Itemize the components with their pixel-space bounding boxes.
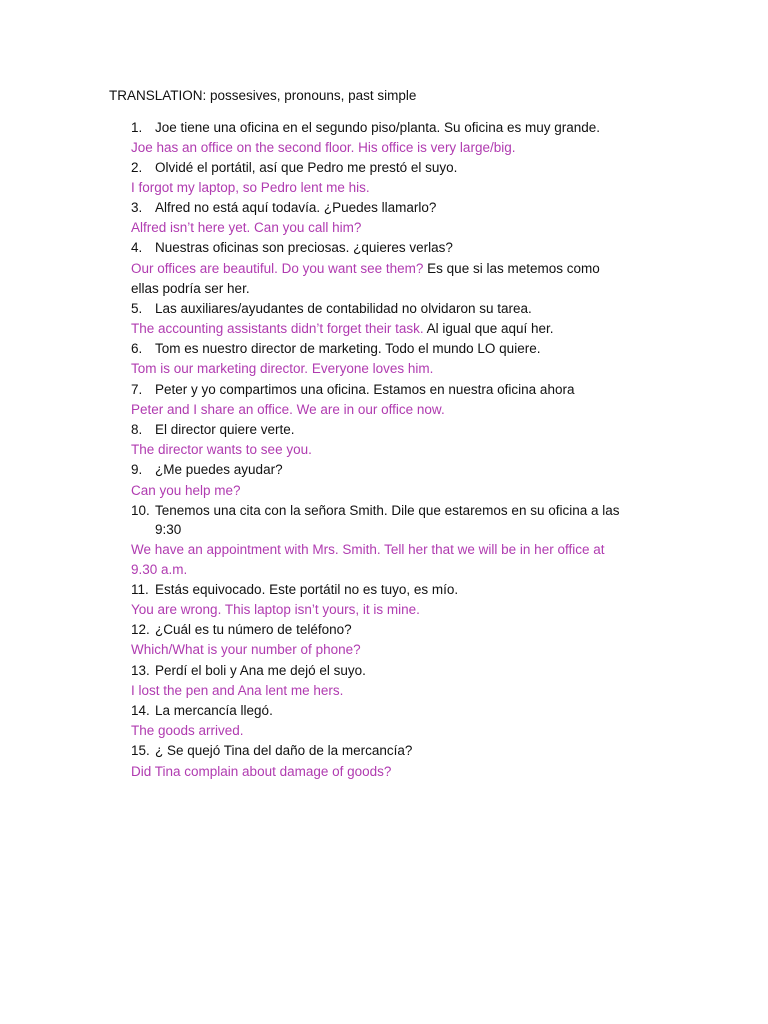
question-number: 7. — [131, 382, 143, 397]
question-text: Tom es nuestro director de marketing. Todo el mundo LO quiere. — [155, 341, 541, 356]
answer-4 — [131, 261, 748, 277]
question-3 — [131, 200, 748, 216]
question-text: Las auxiliares/ayudantes de contabilidad no olvidaron su tarea. — [155, 301, 532, 316]
question-12 — [131, 622, 748, 638]
answer-text: Our offices are beautiful. Do you want see them? — [131, 261, 424, 276]
answer-4-note-continued: ellas podría ser her. — [131, 281, 250, 296]
answer-10: We have an appointment with Mrs. Smith. Tell her that we will be in her office at — [131, 542, 605, 557]
question-14 — [131, 703, 748, 719]
answer-13: I lost the pen and Ana lent me hers. — [131, 683, 344, 698]
question-6 — [131, 341, 748, 357]
question-number: 3. — [131, 200, 143, 215]
question-text: Alfred no está aquí todavía. ¿Puedes llamarlo? — [155, 200, 437, 215]
question-number: 11. — [131, 582, 149, 597]
answer-11: You are wrong. This laptop isn’t yours, it is mine. — [131, 602, 420, 617]
answer-note: Al igual que aquí her. — [423, 321, 554, 336]
question-7 — [131, 382, 748, 398]
answer-10-continued: 9.30 a.m. — [131, 562, 188, 577]
question-4 — [131, 240, 748, 256]
question-text: La mercancía llegó. — [155, 703, 273, 718]
answer-1: Joe has an office on the second floor. His office is very large/big. — [131, 140, 516, 155]
question-number: 10. — [131, 503, 150, 518]
question-text: ¿ Se quejó Tina del daño de la mercancía? — [155, 743, 413, 758]
question-8 — [131, 422, 748, 438]
question-text: Estás equivocado. Este portátil no es tuyo, es mío. — [155, 582, 459, 597]
question-15 — [131, 743, 748, 759]
answer-12: Which/What is your number of phone? — [131, 642, 361, 657]
answer-5 — [131, 321, 748, 337]
question-text: ¿Me puedes ayudar? — [155, 462, 283, 477]
question-text: El director quiere verte. — [155, 422, 295, 437]
question-10-continued: 9:30 — [155, 522, 182, 537]
page-title: TRANSLATION: possesives, pronouns, past simple — [109, 88, 417, 103]
question-text: Tenemos una cita con la señora Smith. Dile que estaremos en su oficina a las — [155, 503, 620, 518]
answer-note: Es que si las metemos como — [423, 261, 600, 276]
question-9 — [131, 462, 748, 478]
answer-9: Can you help me? — [131, 483, 241, 498]
question-number: 1. — [131, 120, 143, 135]
question-text: Nuestras oficinas son preciosas. ¿quieres verlas? — [155, 240, 453, 255]
question-number: 14. — [131, 703, 150, 718]
question-1 — [131, 120, 748, 136]
answer-15: Did Tina complain about damage of goods? — [131, 764, 392, 779]
answer-2: I forgot my laptop, so Pedro lent me his. — [131, 180, 370, 195]
answer-text: The accounting assistants didn’t forget their task. — [131, 321, 424, 336]
answer-8: The director wants to see you. — [131, 442, 312, 457]
question-5 — [131, 301, 748, 317]
question-13 — [131, 663, 748, 679]
question-10 — [131, 503, 748, 519]
question-11 — [131, 582, 748, 598]
answer-7: Peter and I share an office. We are in our office now. — [131, 402, 445, 417]
question-text: ¿Cuál es tu número de teléfono? — [155, 622, 352, 637]
question-text: Peter y yo compartimos una oficina. Estamos en nuestra oficina ahora — [155, 382, 575, 397]
question-number: 4. — [131, 240, 143, 255]
question-number: 8. — [131, 422, 143, 437]
question-text: Olvidé el portátil, así que Pedro me prestó el suyo. — [155, 160, 458, 175]
question-2 — [131, 160, 748, 176]
question-text: Perdí el boli y Ana me dejó el suyo. — [155, 663, 366, 678]
answer-3: Alfred isn’t here yet. Can you call him? — [131, 220, 362, 235]
question-text: Joe tiene una oficina en el segundo piso/planta. Su oficina es muy grande. — [155, 120, 601, 135]
question-number: 9. — [131, 462, 143, 477]
answer-14: The goods arrived. — [131, 723, 244, 738]
question-number: 6. — [131, 341, 143, 356]
question-number: 15. — [131, 743, 150, 758]
question-number: 5. — [131, 301, 143, 316]
question-number: 12. — [131, 622, 150, 637]
question-number: 2. — [131, 160, 143, 175]
answer-6: Tom is our marketing director. Everyone loves him. — [131, 361, 434, 376]
question-number: 13. — [131, 663, 150, 678]
